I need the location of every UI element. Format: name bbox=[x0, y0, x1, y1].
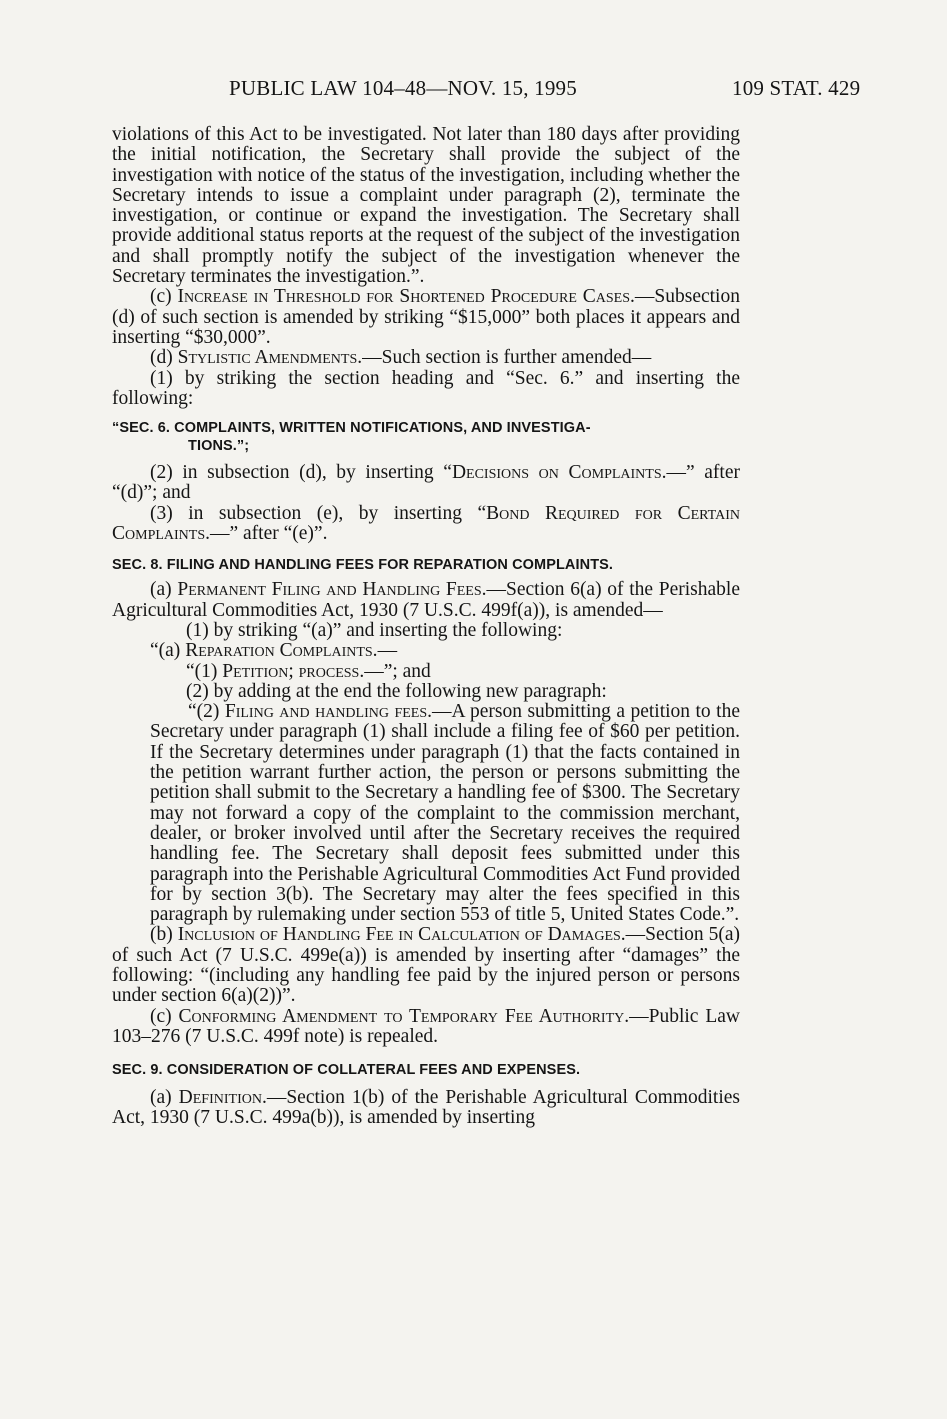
subsection-c bbox=[112, 287, 740, 348]
s9a-label: (a) bbox=[150, 1087, 179, 1109]
subsection-c-heading: Increase in Threshold for Shortened Procedure Cases. bbox=[177, 286, 635, 308]
subsection-c-label: (c) bbox=[150, 286, 178, 308]
subsection-d-text: —Such section is further amended— bbox=[362, 347, 652, 369]
subsection-d bbox=[112, 348, 740, 368]
quote-1-heading: Petition; process. bbox=[222, 660, 365, 682]
item-2-prefix: (2) in subsection (d), by inserting “ bbox=[150, 462, 452, 484]
section-9-heading: SEC. 9. CONSIDERATION OF COLLATERAL FEES AND EXPENSES. bbox=[112, 1062, 581, 1079]
subsection-d-item-1: (1) by striking the section heading and “Sec. 6.” and inserting the following: bbox=[112, 367, 740, 409]
section-8-subsection-a bbox=[112, 580, 740, 621]
s8a-text: —Section 6(a) of the Perishable Agricultural Commodities Act, 1930 (7 U.S.C. 499f(a)), is amended— bbox=[112, 579, 740, 621]
subsection-d-label: (d) bbox=[150, 347, 178, 369]
s8c-heading: Conforming Amendment to Temporary Fee Authority. bbox=[178, 1005, 630, 1027]
statute-page-number: 109 STAT. 429 bbox=[732, 76, 861, 100]
public-law-title: PUBLIC LAW 104–48—NOV. 15, 1995 bbox=[229, 76, 577, 100]
s8a-item-2: (2) by adding at the end the following new paragraph: bbox=[186, 680, 607, 702]
subsection-d-heading: Stylistic Amendments. bbox=[177, 347, 363, 369]
section-6-heading-line1: “SEC. 6. COMPLAINTS, WRITTEN NOTIFICATIONS, AND INVESTIGA- bbox=[112, 420, 591, 437]
s8b-text: —Section 5(a) of such Act (7 U.S.C. 499e(a)) is amended by inserting after “damages” the following: “(including any handling fee paid by the injured person or persons under section 6(a)(2))”. bbox=[112, 924, 740, 1007]
quote-1-suffix: —”; and bbox=[364, 660, 431, 682]
s8c-label: (c) bbox=[150, 1005, 179, 1027]
subsection-c-text: —Subsection (d) of such section is amended by striking “$15,000” both places it appears and inserting “$30,000”. bbox=[112, 286, 740, 348]
paragraph-continuation: violations of this Act to be investigated. Not later than 180 days after providing the initial notification, the Secretary shall provide the subject of the investigation with notice of the status of the investigation, including whether the Secretary intends to issue a complaint under paragraph (2), terminate the investigation, or continue or expand the investigation. The Secretary shall provide additional status reports at the request of the subject of the investigation and shall promptly notify the subject of the investigation whenever the Secretary terminates the investigation.”. bbox=[112, 124, 740, 288]
section-9-subsection-a bbox=[112, 1088, 740, 1129]
s8a-quote-a bbox=[112, 641, 740, 661]
section-6-heading-line2: TIONS.”; bbox=[188, 438, 250, 455]
quote-2-prefix: “(2) bbox=[188, 701, 225, 723]
quote-a-heading: Reparation Complaints. bbox=[185, 640, 378, 662]
item-3-heading: Bond Required for Certain Complaints. bbox=[112, 502, 740, 545]
quote-a-suffix: — bbox=[377, 640, 398, 662]
section-8-subsection-c bbox=[112, 1007, 740, 1048]
s9a-text: —Section 1(b) of the Perishable Agricultural Commodities Act, 1930 (7 U.S.C. 499a(b)), is amended by inserting bbox=[112, 1087, 740, 1129]
item-2-suffix: —” after “(d)”; and bbox=[112, 462, 740, 504]
s8a-quote-1 bbox=[112, 662, 740, 682]
item-3-suffix: —” after “(e)”. bbox=[210, 523, 328, 545]
item-2-heading: Decisions on Complaints. bbox=[451, 462, 667, 484]
subsection-d-item-3 bbox=[112, 504, 740, 545]
s8a-item-1: (1) by striking “(a)” and inserting the following: bbox=[186, 619, 563, 641]
section-8-subsection-b bbox=[112, 925, 740, 1006]
section-8-heading: SEC. 8. FILING AND HANDLING FEES FOR REPARATION COMPLAINTS. bbox=[112, 557, 614, 574]
s8a-label: (a) bbox=[150, 579, 178, 601]
s8b-heading: Inclusion of Handling Fee in Calculation of Damages. bbox=[177, 924, 626, 946]
page-header bbox=[0, 76, 947, 106]
section-6-heading bbox=[112, 419, 740, 455]
s8a-heading: Permanent Filing and Handling Fees. bbox=[177, 579, 487, 601]
document-body bbox=[112, 125, 740, 1129]
s9a-heading: Definition. bbox=[178, 1087, 267, 1109]
quote-1-prefix: “(1) bbox=[186, 660, 223, 682]
quote-2-text: —A person submitting a petition to the Secretary under paragraph (1) shall include a filing fee of $60 per petition. If the Secretary determines under paragraph (1) that the facts contained in the petition warrant further action, the person or persons submitting the petition shall submit to the Secretary a handling fee of $300. The Secretary may not forward a copy of the complaint to the commission merchant, dealer, or broker involved until after the Secretary receives the required handling fee. The Secretary shall deposit fees submitted under this paragraph into the Perishable Agricultural Commodities Act Fund provided for by section 3(b). The Secretary may alter the fees specified in this paragraph by rulemaking under section 553 of title 5, United States Code.”. bbox=[150, 701, 740, 926]
quote-a-prefix: “(a) bbox=[150, 640, 186, 662]
subsection-d-item-2 bbox=[112, 463, 740, 504]
s8c-text: —Public Law 103–276 (7 U.S.C. 499f note) is repealed. bbox=[112, 1005, 740, 1047]
s8a-quote-2 bbox=[112, 702, 740, 925]
s8b-label: (b) bbox=[150, 924, 178, 946]
quote-2-heading: Filing and handling fees. bbox=[224, 701, 432, 723]
item-3-prefix: (3) in subsection (e), by inserting “ bbox=[150, 502, 487, 524]
